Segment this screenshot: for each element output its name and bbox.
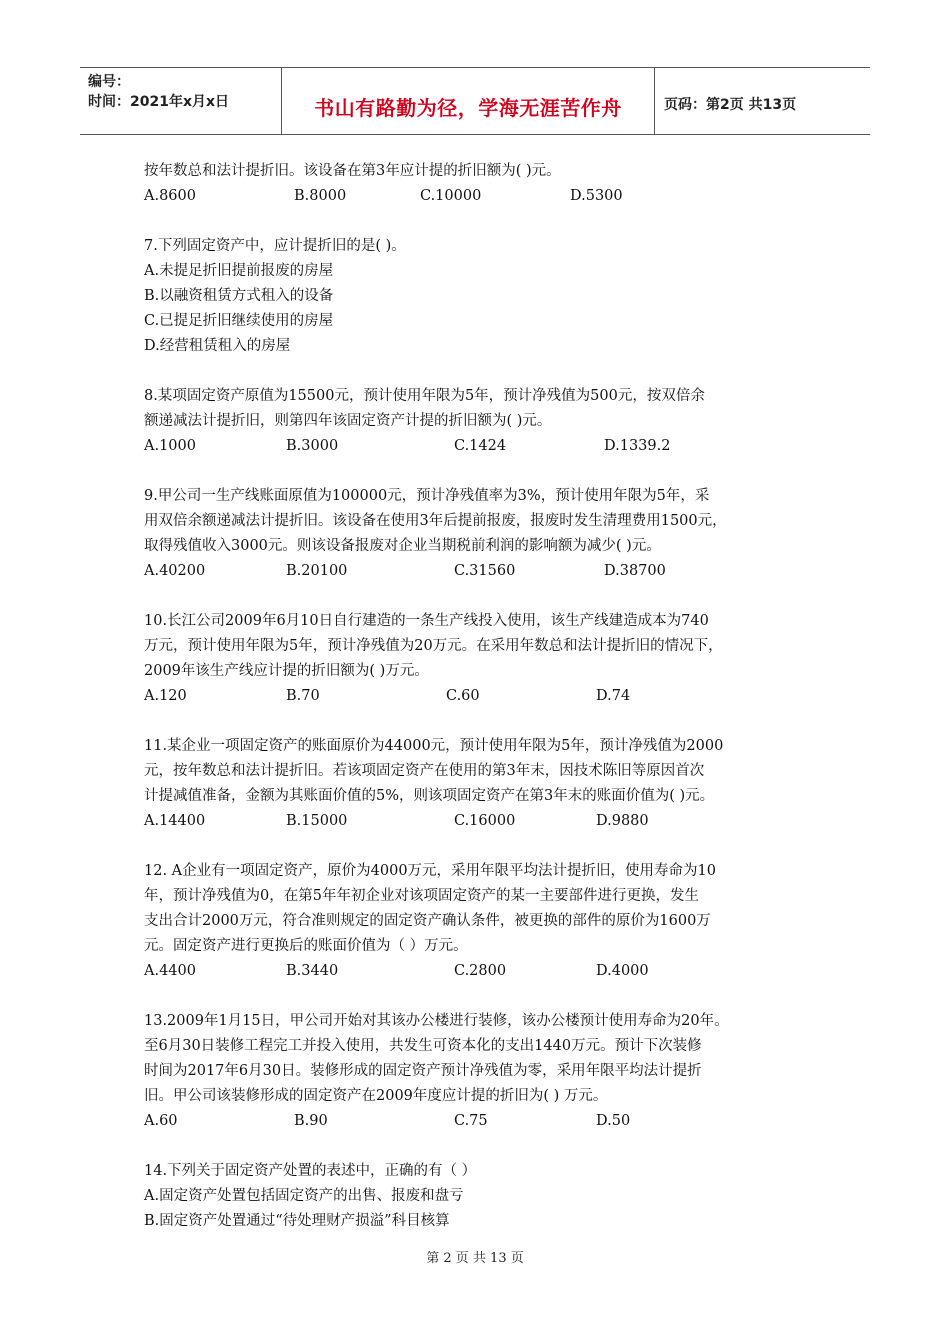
question-text: 元。固定资产进行更换后的账面价值为（ ）万元。: [144, 938, 468, 954]
answer-options: [144, 1109, 814, 1134]
question-text: 元，按年数总和法计提折旧。若该项固定资产在使用的第3年末，因技术陈旧等原因首次: [144, 763, 705, 779]
option-a: A.60: [144, 1113, 178, 1129]
question-text: 旧。甲公司该装修形成的固定资产在2009年度应计提的折旧为( ) 万元。: [144, 1088, 608, 1104]
question-block: [144, 859, 814, 984]
option-b: B.3440: [286, 963, 339, 979]
option-c: C.10000: [420, 188, 482, 204]
header-meta: [88, 72, 229, 112]
answer-options: [144, 809, 814, 834]
option-a: A.40200: [144, 563, 206, 579]
option-d: D.50: [596, 1113, 631, 1129]
option-b: B.固定资产处置通过“待处理财产损溢”科目核算: [144, 1213, 450, 1229]
question-text: 按年数总和法计提折旧。该设备在第3年应计提的折旧额为( )元。: [144, 163, 561, 179]
option-b: B.3000: [286, 438, 339, 454]
header-page-info: 页码：第2页 共13页: [664, 97, 797, 113]
option-a: A.14400: [144, 813, 206, 829]
option-c: C.已提足折旧继续使用的房屋: [144, 313, 334, 329]
option-b: B.15000: [286, 813, 348, 829]
question-block: [144, 234, 814, 359]
document-date: 时间：2021年x月x日: [88, 94, 230, 110]
page-header: [80, 67, 870, 135]
option-c: C.16000: [454, 813, 516, 829]
question-text: 支出合计2000万元，符合准则规定的固定资产确认条件，被更换的部件的原价为1600万: [144, 913, 711, 929]
option-a: A.未提足折旧提前报废的房屋: [144, 263, 334, 279]
question-block: [144, 484, 814, 584]
header-divider: [654, 68, 655, 134]
question-text: 14.下列关于固定资产处置的表述中，正确的有（ ）: [144, 1163, 477, 1179]
option-d: D.74: [596, 688, 631, 704]
option-b: B.以融资租赁方式租入的设备: [144, 288, 334, 304]
question-text: 2009年该生产线应计提的折旧额为( )万元。: [144, 663, 429, 679]
question-text: 万元，预计使用年限为5年，预计净残值为20万元。在采用年数总和法计提折旧的情况下，: [144, 638, 723, 654]
question-text: 7.下列固定资产中，应计提折旧的是( )。: [144, 238, 406, 254]
question-text: 计提减值准备，金额为其账面价值的5%，则该项固定资产在第3年末的账面价值为( )元。: [144, 788, 715, 804]
question-list: [144, 159, 814, 1259]
answer-options: [144, 434, 814, 459]
answer-options: [144, 959, 814, 984]
question-text: 用双倍余额递减法计提折旧。该设备在使用3年后提前报废，报废时发生清理费用1500元，: [144, 513, 727, 529]
page-footer: 第 2 页 共 13 页: [426, 1251, 524, 1266]
answer-options: [144, 184, 814, 209]
option-d: D.38700: [604, 563, 666, 579]
question-text: 12. A企业有一项固定资产，原价为4000万元，采用年限平均法计提折旧，使用寿命为10: [144, 863, 716, 879]
option-c: C.60: [446, 688, 480, 704]
option-a: A.120: [144, 688, 187, 704]
question-block: [144, 734, 814, 834]
question-text: 时间为2017年6月30日。装修形成的固定资产预计净残值为零，采用年限平均法计提折: [144, 1063, 702, 1079]
option-b: B.20100: [286, 563, 348, 579]
question-text: 13.2009年1月15日，甲公司开始对其该办公楼进行装修，该办公楼预计使用寿命为20年。: [144, 1013, 729, 1029]
option-a: A.4400: [144, 963, 196, 979]
answer-options: [144, 559, 814, 584]
document-number: 编号：: [88, 74, 130, 90]
option-c: C.1424: [454, 438, 507, 454]
option-d: D.1339.2: [604, 438, 671, 454]
answer-options: [144, 684, 814, 709]
question-text: 取得残值收入3000元。则该设备报废对企业当期税前利润的影响额为减少( )元。: [144, 538, 661, 554]
question-text: 额递减法计提折旧，则第四年该固定资产计提的折旧额为( )元。: [144, 413, 552, 429]
option-d: D.4000: [596, 963, 649, 979]
option-b: B.70: [286, 688, 320, 704]
question-text: 至6月30日装修工程完工并投入使用，共发生可资本化的支出1440万元。预计下次装修: [144, 1038, 702, 1054]
question-block: [144, 1159, 814, 1234]
question-block: [144, 384, 814, 459]
question-text: 10.长江公司2009年6月10日自行建造的一条生产线投入使用，该生产线建造成本为740: [144, 613, 709, 629]
header-motto: 书山有路勤为径，学海无涯苦作舟: [314, 96, 622, 120]
question-text: 9.甲公司一生产线账面原值为100000元，预计净残值率为3%，预计使用年限为5年，采: [144, 488, 710, 504]
option-d: D.5300: [570, 188, 623, 204]
option-b: B.8000: [294, 188, 347, 204]
option-b: B.90: [294, 1113, 328, 1129]
question-text: 11.某企业一项固定资产的账面原价为44000元，预计使用年限为5年，预计净残值为2000: [144, 738, 724, 754]
question-block: [144, 1009, 814, 1134]
question-text: 8.某项固定资产原值为15500元，预计使用年限为5年，预计净残值为500元，按双倍余: [144, 388, 705, 404]
option-d: D.9880: [596, 813, 649, 829]
option-c: C.31560: [454, 563, 516, 579]
question-text: 年，预计净残值为0，在第5年年初企业对该项固定资产的某一主要部件进行更换，发生: [144, 888, 699, 904]
option-a: A.固定资产处置包括固定资产的出售、报废和盘亏: [144, 1188, 464, 1204]
question-block: [144, 159, 814, 209]
option-a: A.1000: [144, 438, 196, 454]
option-c: C.75: [454, 1113, 488, 1129]
question-block: [144, 609, 814, 709]
option-d: D.经营租赁租入的房屋: [144, 338, 291, 354]
option-c: C.2800: [454, 963, 507, 979]
option-a: A.8600: [144, 188, 196, 204]
